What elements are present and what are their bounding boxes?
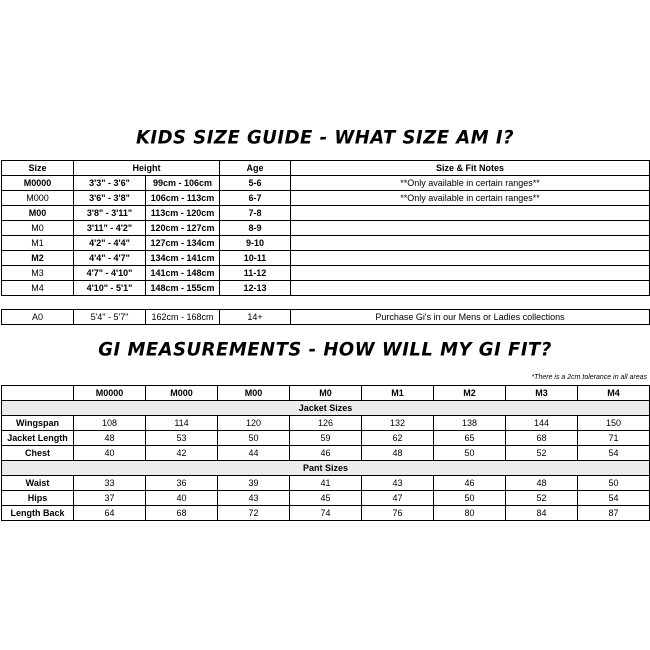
age-cell: 7-8 xyxy=(220,206,291,221)
a0-row xyxy=(2,310,650,325)
gi-measurements-title: GI MEASUREMENTS - HOW WILL MY GI FIT? xyxy=(98,338,552,361)
measurement-value: 62 xyxy=(362,431,434,446)
kids-size-row xyxy=(2,266,650,281)
pant-sizes-section-label: Pant Sizes xyxy=(2,461,650,476)
measurement-row xyxy=(2,431,650,446)
measurement-label: Jacket Length xyxy=(2,431,74,446)
measurement-value: 68 xyxy=(146,506,218,521)
measurement-value: 120 xyxy=(218,416,290,431)
measurement-value: 39 xyxy=(218,476,290,491)
measurement-value: 87 xyxy=(578,506,650,521)
notes-cell xyxy=(291,281,650,296)
jacket-sizes-section-row xyxy=(2,401,650,416)
measurement-value: 50 xyxy=(434,491,506,506)
notes-cell xyxy=(291,251,650,266)
gi-measurements-table xyxy=(1,385,650,521)
height-ft-cell: 3'3" - 3'6" xyxy=(74,176,146,191)
height-cm-cell: 134cm - 141cm xyxy=(146,251,220,266)
age-cell: 8-9 xyxy=(220,221,291,236)
kids-size-row xyxy=(2,281,650,296)
measurement-value: 64 xyxy=(74,506,146,521)
measurement-value: 59 xyxy=(290,431,362,446)
size-header: M0000 xyxy=(74,386,146,401)
measurement-label: Hips xyxy=(2,491,74,506)
measurement-value: 41 xyxy=(290,476,362,491)
kids-size-row xyxy=(2,221,650,236)
measurement-row xyxy=(2,476,650,491)
measurement-value: 71 xyxy=(578,431,650,446)
height-cm-cell: 113cm - 120cm xyxy=(146,206,220,221)
header-age: Age xyxy=(220,161,291,176)
measurement-value: 37 xyxy=(74,491,146,506)
gi-size-header-row xyxy=(2,386,650,401)
measurement-value: 33 xyxy=(74,476,146,491)
measurement-value: 46 xyxy=(434,476,506,491)
notes-cell xyxy=(291,206,650,221)
size-header: M00 xyxy=(218,386,290,401)
age-cell: 10-11 xyxy=(220,251,291,266)
measurement-label: Waist xyxy=(2,476,74,491)
kids-size-row xyxy=(2,251,650,266)
jacket-sizes-section-label: Jacket Sizes xyxy=(2,401,650,416)
measurement-value: 40 xyxy=(74,446,146,461)
measurement-value: 76 xyxy=(362,506,434,521)
measurement-value: 126 xyxy=(290,416,362,431)
height-ft-cell: 4'4" - 4'7" xyxy=(74,251,146,266)
measurement-value: 50 xyxy=(578,476,650,491)
size-cell: M0000 xyxy=(2,176,74,191)
measurement-label: Wingspan xyxy=(2,416,74,431)
size-header: M000 xyxy=(146,386,218,401)
measurement-value: 150 xyxy=(578,416,650,431)
measurement-label: Chest xyxy=(2,446,74,461)
height-ft-cell: 3'11" - 4'2" xyxy=(74,221,146,236)
measurement-value: 52 xyxy=(506,491,578,506)
height-cm-cell: 127cm - 134cm xyxy=(146,236,220,251)
measurement-row xyxy=(2,446,650,461)
measurement-value: 47 xyxy=(362,491,434,506)
measurement-value: 53 xyxy=(146,431,218,446)
measurement-value: 44 xyxy=(218,446,290,461)
height-cm-cell: 148cm - 155cm xyxy=(146,281,220,296)
tolerance-note: *There is a 2cm tolerance in all areas xyxy=(531,374,647,381)
height-ft-cell: 4'10" - 5'1" xyxy=(74,281,146,296)
measurement-value: 48 xyxy=(74,431,146,446)
height-cm-cell: 141cm - 148cm xyxy=(146,266,220,281)
measurement-value: 80 xyxy=(434,506,506,521)
a0-height-ft: 5'4" - 5'7" xyxy=(74,310,146,325)
measurement-value: 48 xyxy=(506,476,578,491)
age-cell: 5-6 xyxy=(220,176,291,191)
a0-age: 14+ xyxy=(220,310,291,325)
kids-size-row xyxy=(2,176,650,191)
size-cell: M1 xyxy=(2,236,74,251)
measurement-value: 108 xyxy=(74,416,146,431)
kids-size-guide-title: KIDS SIZE GUIDE - WHAT SIZE AM I? xyxy=(135,126,515,149)
size-cell: M00 xyxy=(2,206,74,221)
header-height: Height xyxy=(74,161,220,176)
notes-cell xyxy=(291,236,650,251)
notes-cell xyxy=(291,266,650,281)
height-cm-cell: 120cm - 127cm xyxy=(146,221,220,236)
measurement-value: 74 xyxy=(290,506,362,521)
measurement-value: 46 xyxy=(290,446,362,461)
measurement-value: 42 xyxy=(146,446,218,461)
size-header: M3 xyxy=(506,386,578,401)
notes-cell: **Only available in certain ranges** xyxy=(291,191,650,206)
size-cell: M3 xyxy=(2,266,74,281)
size-cell: M0 xyxy=(2,221,74,236)
measurement-value: 52 xyxy=(506,446,578,461)
adult-size-table xyxy=(1,309,650,325)
measurement-value: 68 xyxy=(506,431,578,446)
age-cell: 12-13 xyxy=(220,281,291,296)
measurement-value: 144 xyxy=(506,416,578,431)
empty-corner-cell xyxy=(2,386,74,401)
measurement-value: 54 xyxy=(578,446,650,461)
size-header: M0 xyxy=(290,386,362,401)
height-cm-cell: 106cm - 113cm xyxy=(146,191,220,206)
measurement-value: 132 xyxy=(362,416,434,431)
measurement-value: 65 xyxy=(434,431,506,446)
header-size: Size xyxy=(2,161,74,176)
pant-sizes-section-row xyxy=(2,461,650,476)
kids-size-table xyxy=(1,160,650,296)
height-ft-cell: 3'8" - 3'11" xyxy=(74,206,146,221)
measurement-value: 72 xyxy=(218,506,290,521)
a0-size: A0 xyxy=(2,310,74,325)
age-cell: 9-10 xyxy=(220,236,291,251)
size-header: M1 xyxy=(362,386,434,401)
measurement-value: 48 xyxy=(362,446,434,461)
measurement-row xyxy=(2,506,650,521)
age-cell: 11-12 xyxy=(220,266,291,281)
measurement-value: 43 xyxy=(362,476,434,491)
kids-size-row xyxy=(2,191,650,206)
notes-cell: **Only available in certain ranges** xyxy=(291,176,650,191)
measurement-value: 40 xyxy=(146,491,218,506)
measurement-value: 138 xyxy=(434,416,506,431)
height-ft-cell: 4'2" - 4'4" xyxy=(74,236,146,251)
size-cell: M2 xyxy=(2,251,74,266)
a0-height-cm: 162cm - 168cm xyxy=(146,310,220,325)
header-notes: Size & Fit Notes xyxy=(291,161,650,176)
height-ft-cell: 3'6" - 3'8" xyxy=(74,191,146,206)
measurement-label: Length Back xyxy=(2,506,74,521)
kids-header-row xyxy=(2,161,650,176)
size-cell: M4 xyxy=(2,281,74,296)
notes-cell xyxy=(291,221,650,236)
measurement-value: 50 xyxy=(218,431,290,446)
kids-size-row xyxy=(2,236,650,251)
size-header: M4 xyxy=(578,386,650,401)
measurement-value: 84 xyxy=(506,506,578,521)
size-header: M2 xyxy=(434,386,506,401)
a0-notes: Purchase Gi's in our Mens or Ladies collections xyxy=(291,310,650,325)
measurement-value: 114 xyxy=(146,416,218,431)
age-cell: 6-7 xyxy=(220,191,291,206)
measurement-value: 43 xyxy=(218,491,290,506)
size-cell: M000 xyxy=(2,191,74,206)
measurement-value: 36 xyxy=(146,476,218,491)
height-cm-cell: 99cm - 106cm xyxy=(146,176,220,191)
measurement-value: 54 xyxy=(578,491,650,506)
kids-size-row xyxy=(2,206,650,221)
measurement-value: 50 xyxy=(434,446,506,461)
measurement-value: 45 xyxy=(290,491,362,506)
measurement-row xyxy=(2,491,650,506)
height-ft-cell: 4'7" - 4'10" xyxy=(74,266,146,281)
measurement-row xyxy=(2,416,650,431)
